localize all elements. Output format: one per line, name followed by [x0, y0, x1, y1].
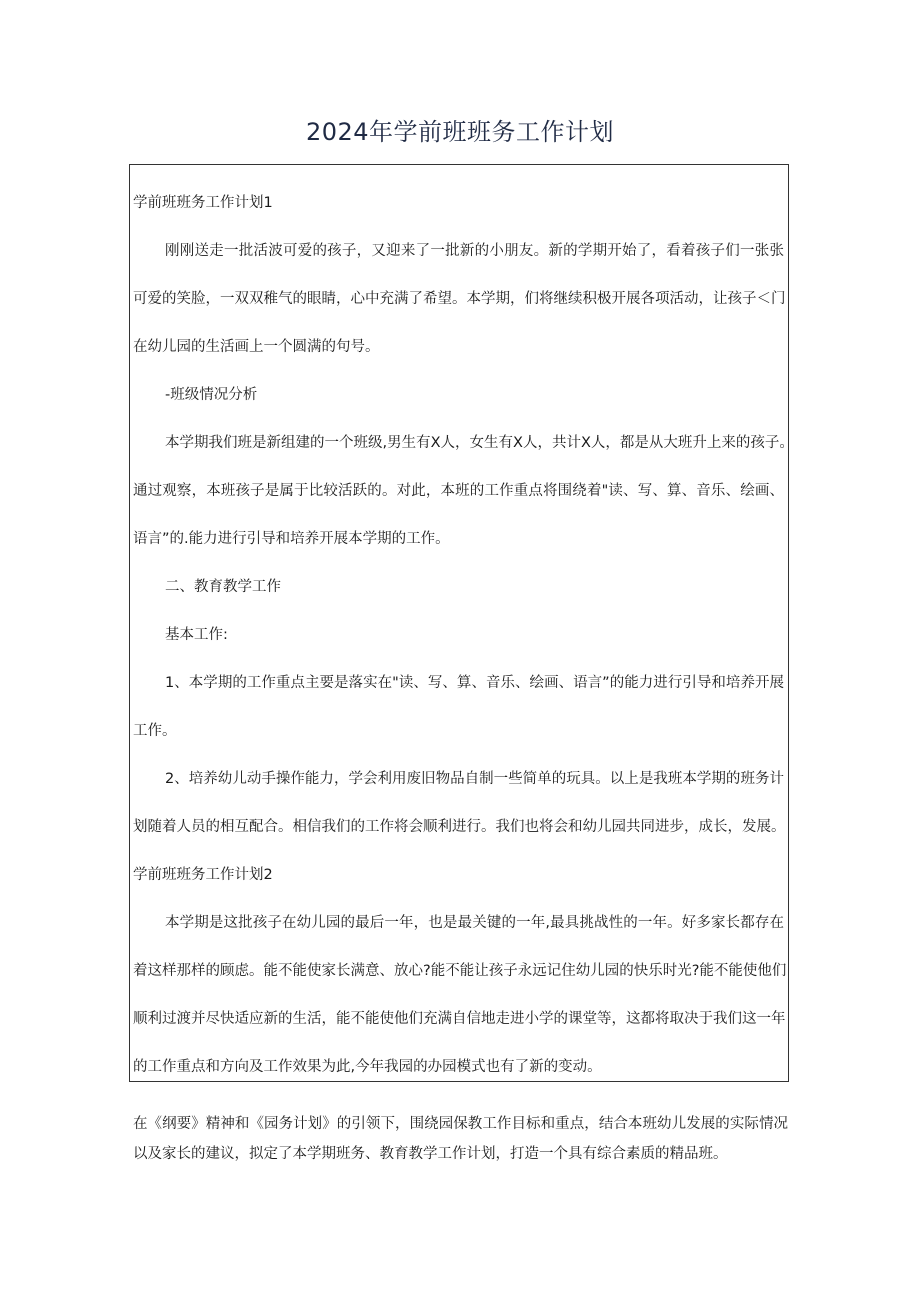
section-heading-2: 学前班班务工作计划2	[133, 867, 273, 883]
document-title: 2024年学前班班务工作计划	[305, 118, 615, 146]
section-heading-1: 学前班班务工作计划1	[133, 195, 273, 211]
paragraph-line: 顺利过渡并尽快适应新的生活，能不能使他们充满自信地走进小学的课堂等，这都将取决于我们这一年	[133, 1011, 786, 1027]
subheading-teaching-work: 二、教育教学工作	[165, 579, 281, 595]
closing-paragraph-line: 以及家长的建议，拟定了本学期班务、教育教学工作计划，打造一个具有综合素质的精品班。	[133, 1146, 728, 1162]
paragraph-line: 语言”的.能力进行引导和培养开展本学期的工作。	[133, 531, 450, 547]
paragraph-line: 本学期是这批孩子在幼儿园的最后一年，也是最关键的一年,最具挑战性的一年。好多家长都存在	[165, 915, 784, 931]
paragraph-line: 可爱的笑脸，一双双稚气的眼睛，心中充满了希望。本学期，们将继续积极开展各项活动，让孩子＜门	[133, 291, 786, 307]
paragraph-line: 通过观察，本班孩子是属于比较活跃的。对此，本班的工作重点将围绕着"读、写、算、音乐、绘画、	[133, 483, 784, 499]
subheading-basic-work: 基本工作:	[165, 627, 228, 643]
paragraph-line: 在幼儿园的生活画上一个圆满的句号。	[133, 339, 380, 355]
list-item-1: 1、本学期的工作重点主要是落实在"读、写、算、音乐、绘画、语言”的能力进行引导和培养开展	[165, 675, 784, 691]
paragraph-line: 工作。	[133, 723, 177, 739]
subheading-class-analysis: -班级情况分析	[165, 387, 258, 403]
paragraph-line: 本学期我们班是新组建的一个班级,男生有X人，女生有X人，共计X人，都是从大班升上来的孩子。	[165, 435, 794, 451]
paragraph-line: 着这样那样的顾虑。能不能使家长满意、放心?能不能让孩子永远记住幼儿园的快乐时光?能不能使他们	[133, 963, 787, 979]
list-item-2: 2、培养幼儿动手操作能力，学会利用废旧物品自制一些简单的玩具。以上是我班本学期的班务计	[165, 771, 784, 787]
paragraph-line: 的工作重点和方向及工作效果为此,今年我园的办园模式也有了新的变动。	[133, 1059, 602, 1075]
paragraph-line: 刚刚送走一批活波可爱的孩子，又迎来了一批新的小朋友。新的学期开始了，看着孩子们一张张	[165, 243, 784, 259]
closing-paragraph-line: 在《纲要》精神和《园务计划》的引领下，围绕园保教工作目标和重点，结合本班幼儿发展的实际情况	[133, 1116, 788, 1132]
paragraph-line: 划随着人员的相互配合。相信我们的工作将会顺利进行。我们也将会和幼儿园共同进步，成长，发展。	[133, 819, 786, 835]
content-box	[129, 164, 794, 1082]
